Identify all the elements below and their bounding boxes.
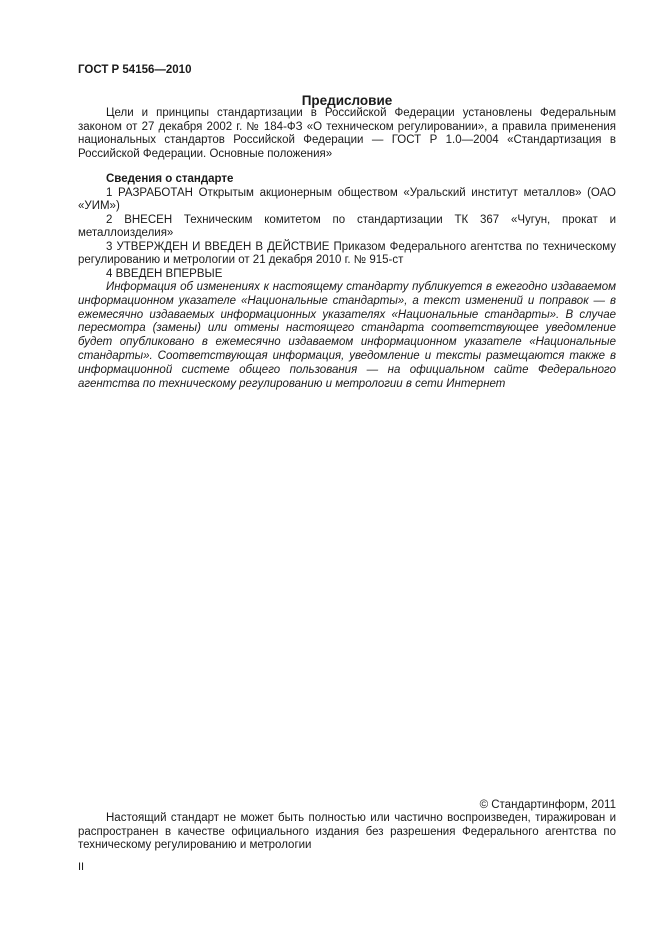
page-footer <box>78 799 616 875</box>
page-title: Предисловие <box>301 92 393 108</box>
amendments-notice-paragraph: Информация об изменениях к настоящему стандарту публикуется в ежегодно издаваемом информационном указателе «Национальные стандарты», а текст изменений и поправок — в ежемесячно издаваемых информационных указателях «Национальные стандарты». В случае пересмотра (замены) или отмены настоящего стандарта соответствующее уведомление будет опубликовано в ежемесячно издаваемом информационном указателе «Национальные стандарты». Соответствующая информация, уведомление и тексты размещаются также в информационной системе общего пользования — на официальном сайте Федерального агентства по техническому регулированию и метрологии в сети Интернет <box>78 281 616 390</box>
standard-info-item-submitted: 2 ВНЕСЕН Техническим комитетом по стандартизации ТК 367 «Чугун, прокат и металлоизделия» <box>78 213 616 239</box>
page-number: II <box>78 860 85 873</box>
intro-paragraph: Цели и принципы стандартизации в Российской Федерации установлены Федеральным законом от 27 декабря 2002 г. № 184-ФЗ «О техническом регулировании», а правила применения национальных стандартов Российской Федерации — ГОСТ Р 1.0—2004 «Стандартизация в Российской Федерации. Основные положения» <box>78 107 616 160</box>
document-code: ГОСТ Р 54156—2010 <box>78 64 192 76</box>
standard-info-item-first-edition: 4 ВВЕДЕН ВПЕРВЫЕ <box>106 267 223 280</box>
standard-info-item-developed: 1 РАЗРАБОТАН Открытым акционерным обществом «Уральский институт металлов» (ОАО «УИМ») <box>78 186 616 212</box>
standard-info-item-approved: 3 УТВЕРЖДЕН И ВВЕДЕН В ДЕЙСТВИЕ Приказом Федерального агентства по техническому регулированию и метрологии от 21 декабря 2010 г. № 915-ст <box>78 240 616 266</box>
reproduction-disclaimer: Настоящий стандарт не может быть полностью или частично воспроизведен, тиражирован и распространен в качестве официального издания без разрешения Федерального агентства по техническому регулированию и метрологии <box>78 812 616 851</box>
standard-info-heading: Сведения о стандарте <box>106 173 234 185</box>
copyright-line: © Стандартинформ, 2011 <box>479 798 616 811</box>
